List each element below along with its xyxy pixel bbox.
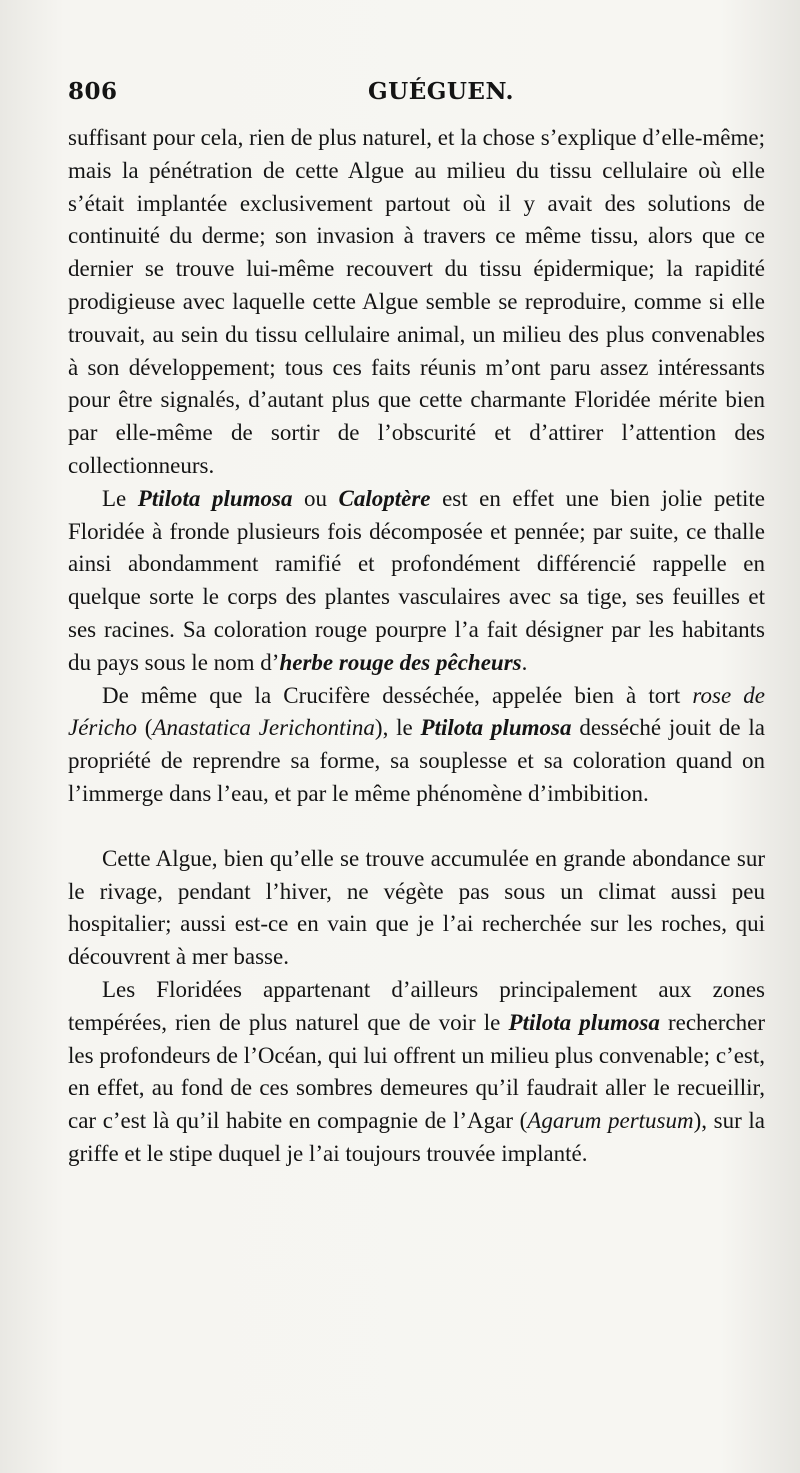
common-name: Caloptère (338, 485, 431, 511)
running-head: GUÉGUEN. (368, 78, 515, 105)
text-span: . (521, 649, 528, 675)
species-name: Ptilota plumosa (508, 1009, 660, 1035)
paragraph (68, 483, 765, 680)
text-span: ), le (374, 715, 421, 741)
page-number: 806 (68, 78, 118, 105)
text-span: De même que la Crucifère desséchée, appelée bien à tort (102, 682, 693, 708)
common-name: herbe rouge des pêcheurs (279, 649, 522, 675)
text-span: Le (102, 485, 138, 511)
text-span: Cette Algue, bien qu’elle se trouve accumulée en grande abondance sur le rivage, pendant l’hiver, ne végète pas sous un climat aussi peu hospitalier; aussi est-ce en vain que je l’ai recherchée sur les roches, qui découvrent à mer basse. (68, 845, 765, 970)
species-name: Agarum pertusum (527, 1108, 694, 1134)
text-span: desséché jouit de la propriété de reprendre sa forme, sa souplesse et sa coloration quand on l’immerge dans l’eau, et par le même phénomène d’imbibition. (68, 715, 765, 806)
species-name: Ptilota plumosa (137, 485, 293, 511)
paragraph (68, 974, 765, 1171)
page-header (68, 78, 760, 112)
text-span: Les Floridées appartenant d’ailleurs principalement aux zones tempérées, rien de plus naturel que de voir le (68, 976, 765, 1035)
body-text (68, 122, 765, 1171)
text-span: rechercher les profondeurs de l’Océan, qui lui offrent un milieu plus convenable; c’est, en effet, au fond de ces sombres demeures qu’il faudrait aller le recueillir, car c’est là qu’il habite en compagnie de l’Agar ( (68, 1009, 765, 1134)
text-span: ( (136, 715, 153, 741)
species-name: Ptilota plumosa (420, 715, 572, 741)
text-span: est en effet une bien jolie petite Floridée à fronde plusieurs fois décomposée et pennée; par suite, ce thalle ainsi abondamment ramifié et profondément différencié rappelle en quelque sorte le corps des plantes vasculaires avec sa tige, ses feuilles et ses racines. Sa coloration rouge pourpre l’a fait désigner par les habitants du pays sous le nom d’ (68, 485, 765, 675)
common-name: rose de Jéricho (68, 682, 765, 741)
paragraph (68, 843, 765, 974)
text-span: suffisant pour cela, rien de plus naturel, et la chose s’explique d’elle-même; mais la pénétration de cette Algue au milieu du tissu cellulaire où elle s’était implantée exclusivement partout où il y avait des solutions de continuité du derme; son invasion à travers ce même tissu, alors que ce dernier se trouve lui-même recouvert du tissu épidermique; la rapidité prodigieuse avec laquelle cette Algue semble se reproduire, comme si elle trouvait, au sein du tissu cellulaire animal, un milieu des plus convenables à son développement; tous ces faits réunis m’ont paru assez intéressants pour être signalés, d’autant plus que cette charmante Floridée mérite bien par elle-même de sortir de l’obscurité et d’attirer l’attention des collectionneurs. (68, 125, 765, 478)
paragraph (68, 680, 765, 811)
species-name: Anastatica Jerichontina (152, 715, 375, 741)
text-span: ), sur la griffe et le stipe duquel je l’ai toujours trouvée implanté. (68, 1108, 765, 1166)
paragraph (68, 122, 765, 483)
text-span: ou (292, 485, 339, 511)
